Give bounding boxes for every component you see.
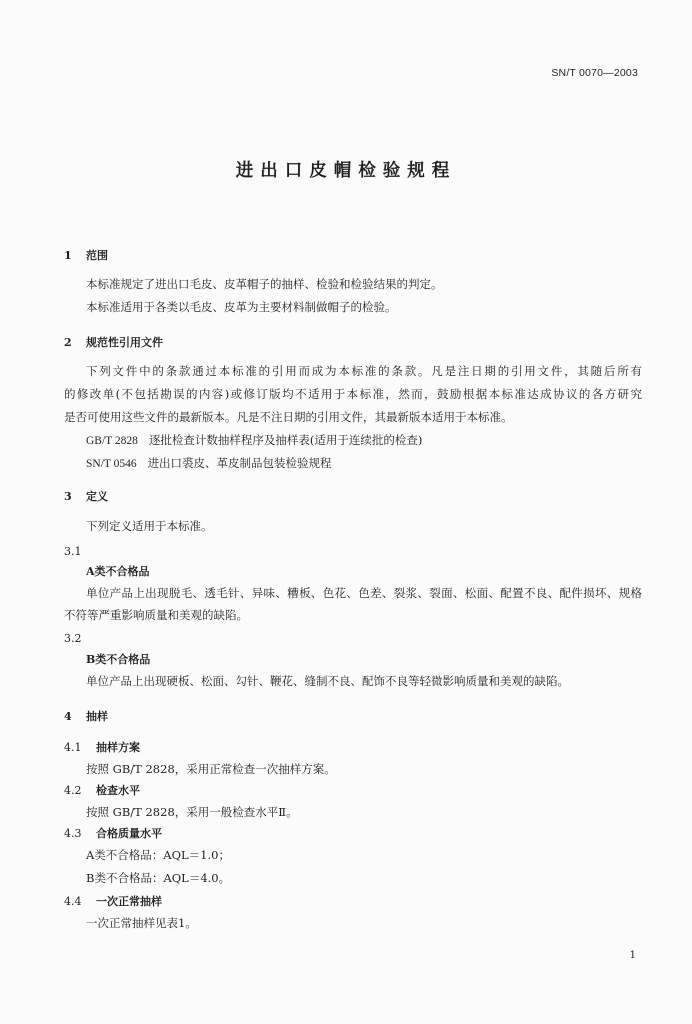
section-2-para-line-3: 是否可使用这些文件的最新版本。凡是不注日期的引用文件，其最新版本适用于本标准。 bbox=[64, 410, 513, 424]
clause-3-1-def-line-1: 单位产品上出现脱毛、透毛针、异味、糟板、色花、色差、裂浆、裂面、松面、配置不良、配件损坏、规格 bbox=[86, 586, 642, 600]
clause-3-2-def-line-1: 单位产品上出现硬板、松面、勾针、鞭花、缝制不良、配饰不良等轻微影响质量和美观的缺陷。 bbox=[86, 674, 569, 688]
clause-4-1-text: 按照 GB/T 2828，采用正常检查一次抽样方案。 bbox=[86, 762, 336, 776]
section-1-para-1: 本标准规定了进出口毛皮、皮革帽子的抽样、检验和检验结果的判定。 bbox=[86, 277, 443, 291]
clause-3-1-def-line-2: 不符等严重影响质量和美观的缺陷。 bbox=[64, 608, 248, 622]
reference-item bbox=[86, 435, 422, 448]
section-4-number: 4 bbox=[64, 710, 72, 723]
section-1-heading bbox=[64, 250, 108, 261]
section-1-title: 范围 bbox=[86, 249, 108, 262]
section-1-para-2: 本标准适用于各类以毛皮、皮革为主要材料制做帽子的检验。 bbox=[86, 300, 397, 314]
clause-4-4-title: 一次正常抽样 bbox=[96, 895, 162, 908]
section-3-heading bbox=[64, 491, 108, 502]
section-2-para-line-2: 的修改单(不包括勘误的内容)或修订版均不适用于本标准，然而，鼓励根据本标准达成协议的各方研究 bbox=[64, 387, 642, 401]
reference-code: SN/T 0546 bbox=[86, 458, 137, 470]
reference-code: GB/T 2828 bbox=[86, 435, 138, 447]
section-1-number: 1 bbox=[64, 249, 72, 262]
clause-3-1-term: A类不合格品 bbox=[86, 565, 150, 578]
section-4-heading bbox=[64, 711, 108, 722]
clause-4-3-aql-a: A类不合格品：AQL＝1.0； bbox=[86, 848, 230, 862]
reference-title: 进出口裘皮、革皮制品包装检验规程 bbox=[147, 456, 332, 470]
reference-item bbox=[86, 458, 332, 471]
clause-4-2-text: 按照 GB/T 2828，采用一般检查水平Ⅱ。 bbox=[86, 805, 298, 819]
clause-4-2-title: 检查水平 bbox=[96, 784, 140, 797]
clause-4-3-aql-b: B类不合格品：AQL＝4.0。 bbox=[86, 871, 231, 885]
clause-3-1-number: 3.1 bbox=[64, 545, 82, 558]
section-2-title: 规范性引用文件 bbox=[86, 336, 163, 349]
clause-4-1-heading bbox=[64, 742, 140, 753]
clause-4-1-title: 抽样方案 bbox=[96, 741, 140, 754]
clause-4-4-text: 一次正常抽样见表1。 bbox=[86, 916, 197, 930]
section-3-intro: 下列定义适用于本标准。 bbox=[86, 519, 213, 533]
section-3-number: 3 bbox=[64, 490, 72, 503]
reference-title: 逐批检查计数抽样程序及抽样表(适用于连续批的检查) bbox=[148, 433, 423, 447]
section-2-para-line-1: 下列文件中的条款通过本标准的引用而成为本标准的条款。凡是注日期的引用文件，其随后所有 bbox=[86, 364, 642, 378]
clause-3-2-number: 3.2 bbox=[64, 632, 82, 645]
section-4-title: 抽样 bbox=[86, 710, 108, 723]
clause-4-3-number: 4.3 bbox=[64, 827, 82, 840]
clause-4-3-title: 合格质量水平 bbox=[96, 827, 162, 840]
section-3-title: 定义 bbox=[86, 490, 108, 503]
document-title: 进出口皮帽检验规程 bbox=[235, 161, 457, 181]
page-number: 1 bbox=[629, 950, 636, 961]
clause-4-2-number: 4.2 bbox=[64, 784, 82, 797]
clause-4-4-heading bbox=[64, 896, 162, 907]
standard-number: SN/T 0070—2003 bbox=[551, 67, 638, 79]
clause-4-4-number: 4.4 bbox=[64, 895, 82, 908]
section-2-number: 2 bbox=[64, 336, 72, 349]
clause-4-1-number: 4.1 bbox=[64, 741, 82, 754]
clause-3-2-term: B类不合格品 bbox=[86, 653, 151, 666]
section-2-heading bbox=[64, 337, 163, 348]
clause-4-3-heading bbox=[64, 828, 162, 839]
clause-4-2-heading bbox=[64, 785, 140, 796]
